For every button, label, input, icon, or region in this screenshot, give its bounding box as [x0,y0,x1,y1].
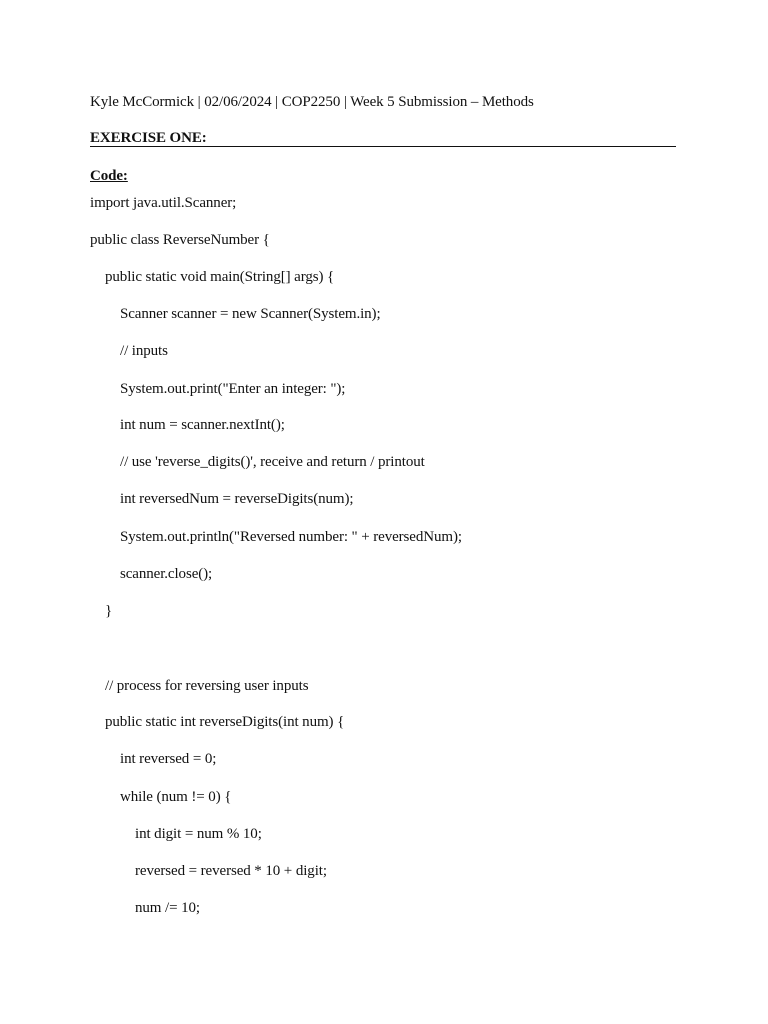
code-line: public static void main(String[] args) { [105,269,335,285]
code-line: int reversedNum = reverseDigits(num); [120,491,354,507]
code-line: int num = scanner.nextInt(); [120,417,285,433]
code-line: System.out.print("Enter an integer: "); [120,381,346,397]
code-line: import java.util.Scanner; [90,195,237,211]
code-line: scanner.close(); [120,566,213,582]
code-line: int digit = num % 10; [135,826,262,842]
code-line: int reversed = 0; [120,751,217,767]
code-line: num /= 10; [135,900,200,916]
code-heading: Code: [90,168,128,184]
code-comment: // process for reversing user inputs [105,678,309,694]
code-line: public static int reverseDigits(int num) { [105,714,345,730]
code-line: } [105,603,113,619]
code-line: System.out.println("Reversed number: " + reversedNum); [120,529,462,545]
document-header: Kyle McCormick | 02/06/2024 | COP2250 | Week 5 Submission – Methods [90,94,534,110]
code-comment: // use 'reverse_digits()', receive and return / printout [120,454,425,470]
exercise-heading: EXERCISE ONE: [90,130,676,147]
code-line: reversed = reversed * 10 + digit; [135,863,327,879]
code-line: Scanner scanner = new Scanner(System.in); [120,306,381,322]
code-line: while (num != 0) { [120,789,232,805]
code-line: public class ReverseNumber { [90,232,270,248]
code-comment: // inputs [120,343,168,359]
